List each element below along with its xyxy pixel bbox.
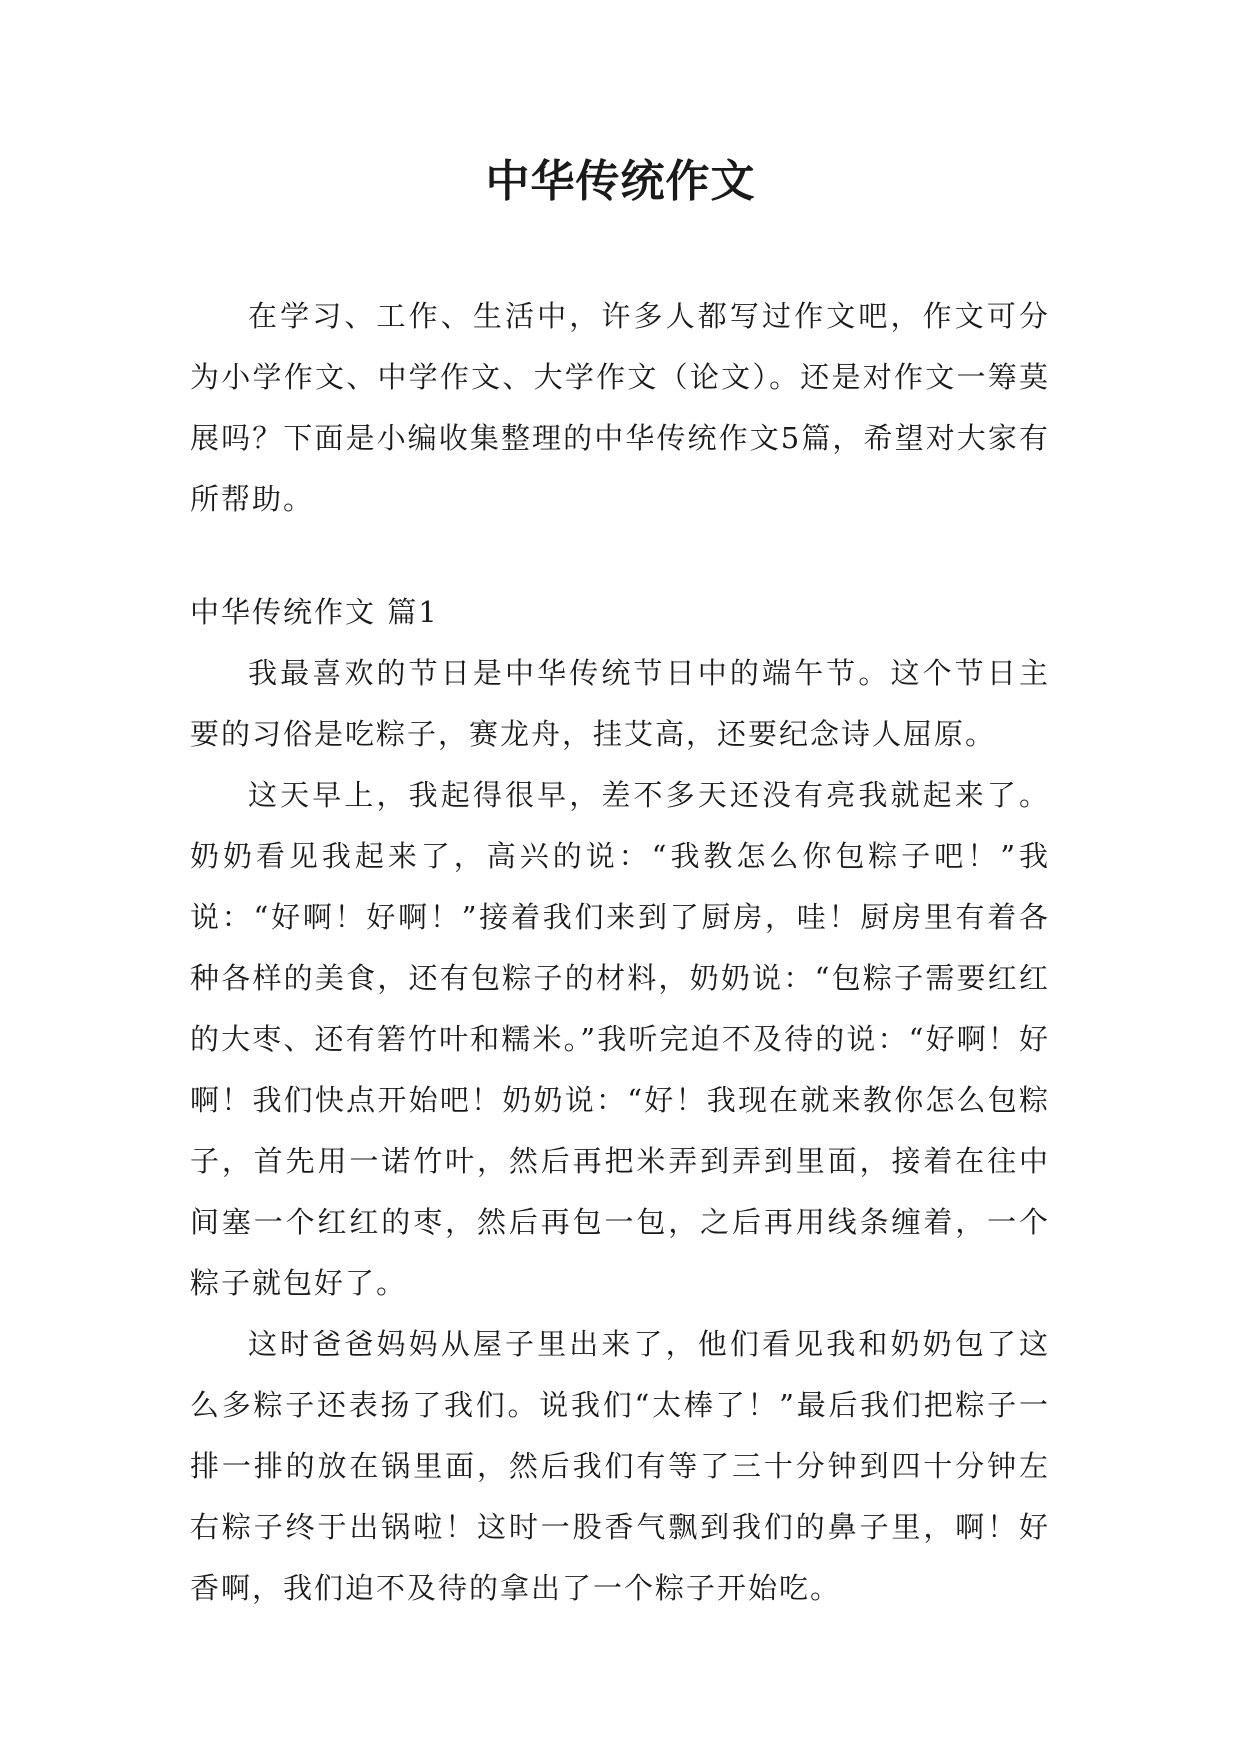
intro-paragraph: 在学习、工作、生活中，许多人都写过作文吧，作文可分为小学作文、中学作文、大学作文（论文）。还是对作文一筹莫展吗？下面是小编收集整理的中华传统作文5篇，希望对大家有所帮助。 [190,299,1050,516]
document-title: 中华传统作文 [485,156,756,207]
essay-paragraph-1: 我最喜欢的节日是中华传统节日中的端午节。这个节日主要的习俗是吃粽子，赛龙舟，挂艾高，还要纪念诗人屈原。 [190,656,1050,751]
section-heading: 中华传统作文 篇1 [190,595,439,629]
intro-block [190,286,1050,530]
essay-paragraph-2: 这天早上，我起得很早，差不多天还没有亮我就起来了。奶奶看见我起来了，高兴的说：“我教怎么你包粽子吧！”我说：“好啊！好啊！”接着我们来到了厨房，哇！厨房里有着各种各样的美食，还有包粽子的材料，奶奶说：“包粽子需要红红的大枣、还有箬竹叶和糯米。”我听完迫不及待的说：“好啊！好啊！我们快点开始吧！奶奶说：“好！我现在就来教你怎么包粽子，首先用一诺竹叶，然后再把米弄到弄到里面，接着在往中间塞一个红红的枣，然后再包一包，之后再用线条缠着，一个粽子就包好了。 [190,778,1050,1300]
essay-paragraph-3: 这时爸爸妈妈从屋子里出来了，他们看见我和奶奶包了这么多粽子还表扬了我们。说我们“太棒了！”最后我们把粽子一排一排的放在锅里面，然后我们有等了三十分钟到四十分钟左右粽子终于出锅啦！这时一股香气飘到我们的鼻子里，啊！好香啊，我们迫不及待的拿出了一个粽子开始吃。 [190,1327,1050,1605]
essay-section [190,582,1050,1619]
